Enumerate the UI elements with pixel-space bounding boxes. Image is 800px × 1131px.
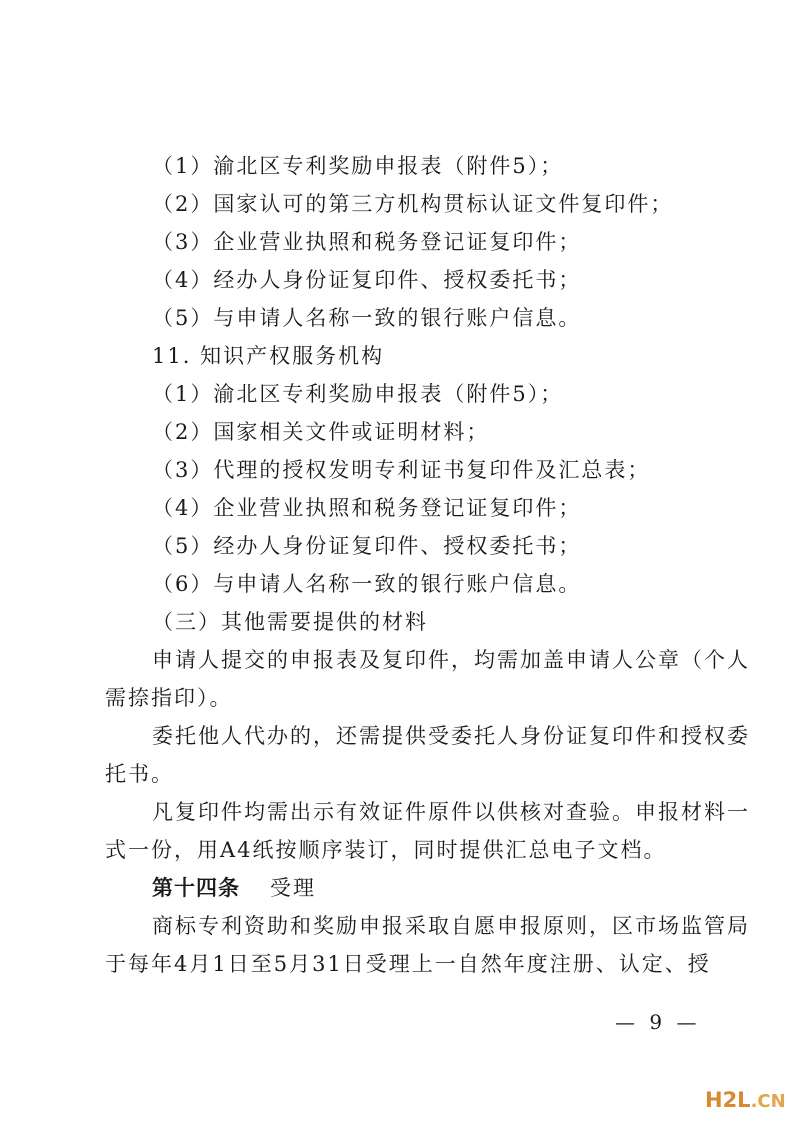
paragraph-line: 商标专利资助和奖励申报采取自愿申报原则，区市场监管局 xyxy=(152,914,750,938)
watermark-brand: H2L xyxy=(705,1088,751,1112)
paragraph-line: 委托他人代办的，还需提供受委托人身份证复印件和授权委 xyxy=(152,724,750,748)
paragraph-line: 凡复印件均需出示有效证件原件以供核对查验。申报材料一 xyxy=(152,800,750,824)
list-item: （2）国家认可的第三方机构贯标认证文件复印件； xyxy=(152,192,674,216)
paragraph-line: 托书。 xyxy=(105,762,174,786)
paragraph-line: 需捺指印）。 xyxy=(105,686,233,710)
section-heading: （三）其他需要提供的材料 xyxy=(152,610,428,634)
watermark-logo xyxy=(705,1088,786,1112)
page-number: — 9 — xyxy=(615,1010,701,1034)
article-heading xyxy=(152,873,752,903)
list-item: （3）代理的授权发明专利证书复印件及汇总表； xyxy=(152,458,651,482)
list-item: （5）经办人身份证复印件、授权委托书； xyxy=(152,534,582,558)
list-item: （4）企业营业执照和税务登记证复印件； xyxy=(152,496,582,520)
paragraph-line: 于每年4月1日至5月31日受理上一自然年度注册、认定、授 xyxy=(105,952,711,976)
section-heading: 11. 知识产权服务机构 xyxy=(152,344,385,368)
article-number: 第十四条 xyxy=(152,875,240,900)
list-item: （2）国家相关文件或证明材料； xyxy=(152,420,490,444)
list-item: （3）企业营业执照和税务登记证复印件； xyxy=(152,230,582,254)
list-item: （1）渝北区专利奖励申报表（附件5）； xyxy=(152,382,564,406)
list-item: （5）与申请人名称一致的银行账户信息。 xyxy=(152,306,582,330)
paragraph-line: 申请人提交的申报表及复印件，均需加盖申请人公章（个人 xyxy=(152,648,750,672)
list-item: （6）与申请人名称一致的银行账户信息。 xyxy=(152,572,582,596)
article-title: 受理 xyxy=(270,876,316,900)
list-item: （4）经办人身份证复印件、授权委托书； xyxy=(152,268,582,292)
list-item: （1）渝北区专利奖励申报表（附件5）； xyxy=(152,154,564,178)
watermark-tld: .CN xyxy=(750,1091,786,1112)
paragraph-line: 式一份，用A4纸按顺序装订，同时提供汇总电子文档。 xyxy=(105,838,667,862)
